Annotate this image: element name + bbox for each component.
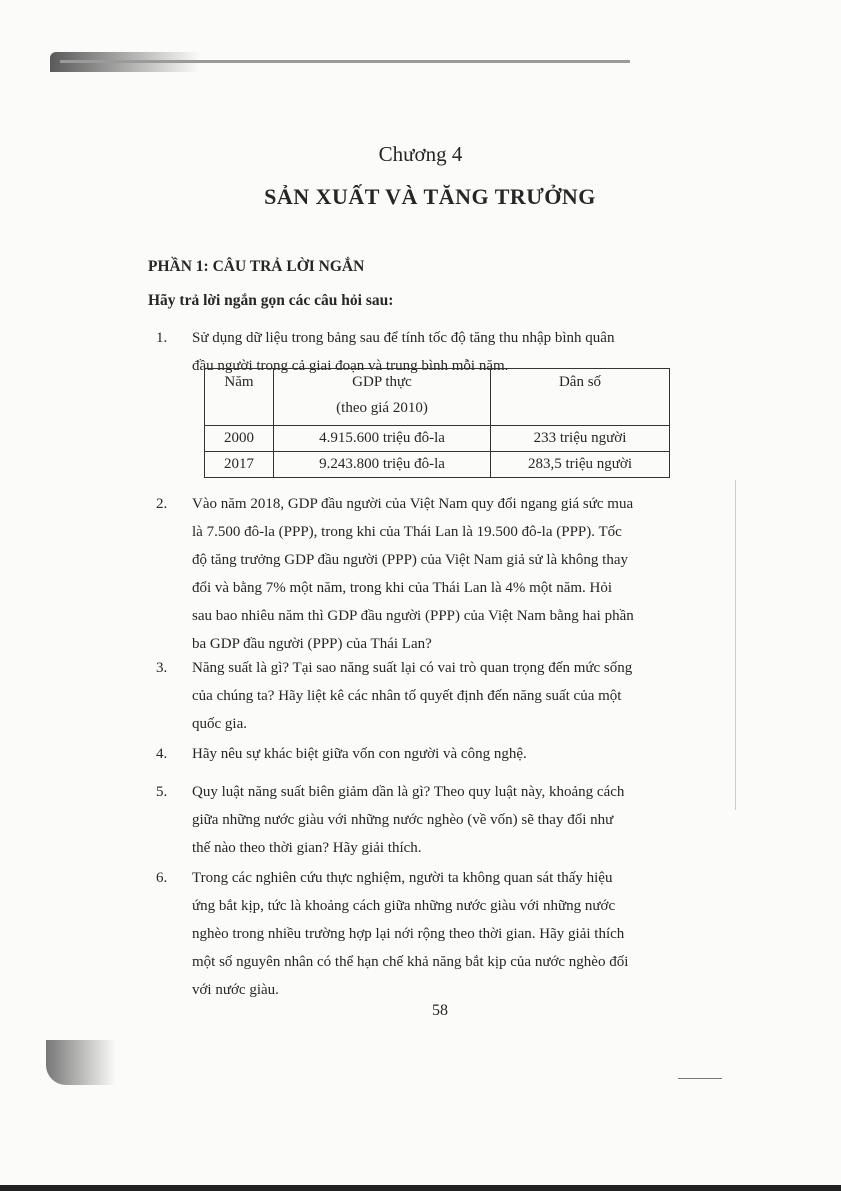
question-text — [192, 864, 712, 1004]
question-line: một số nguyên nhân có thể hạn chế khả năng bắt kịp của nước nghèo đối — [192, 954, 629, 970]
question-line: Năng suất là gì? Tại sao năng suất lại có vai trò quan trọng đến mức sống — [192, 660, 633, 676]
question-text — [192, 490, 712, 658]
question-line: quốc gia. — [192, 716, 247, 732]
question-line: Quy luật năng suất biên giảm dần là gì? Theo quy luật này, khoảng cách — [192, 784, 625, 800]
cell-year: 2000 — [205, 426, 274, 452]
question-number: 1. — [156, 330, 168, 346]
question-line: là 7.500 đô-la (PPP), trong khi của Thái Lan là 19.500 đô-la (PPP). Tốc — [192, 524, 622, 540]
question-number: 6. — [156, 870, 168, 886]
question-line: của chúng ta? Hãy liệt kê các nhân tố quyết định đến năng suất của một — [192, 688, 622, 704]
question-number: 2. — [156, 496, 168, 512]
scan-right-margin-line — [735, 480, 736, 810]
header-gdp: GDP thực (theo giá 2010) — [274, 369, 491, 426]
table-header-row — [205, 369, 670, 426]
header-population: Dân số — [491, 369, 670, 426]
question-line: ứng bắt kịp, tức là khoảng cách giữa những nước giàu với những nước — [192, 898, 616, 914]
cell-gdp: 9.243.800 triệu đô-la — [274, 452, 491, 478]
question-line: với nước giàu. — [192, 982, 279, 998]
instruction-text: Hãy trả lời ngắn gọn các câu hỏi sau: — [148, 292, 394, 309]
cell-gdp: 4.915.600 triệu đô-la — [274, 426, 491, 452]
question-line: nghèo trong nhiều trường hợp lại nới rộng theo thời gian. Hãy giải thích — [192, 926, 625, 942]
question-line: Trong các nghiên cứu thực nghiệm, người ta không quan sát thấy hiệu — [192, 870, 613, 886]
question-line: độ tăng trưởng GDP đầu người (PPP) của Việt Nam giả sử là không thay — [192, 552, 628, 568]
table-row — [205, 426, 670, 452]
question-line: Hãy nêu sự khác biệt giữa vốn con người và công nghệ. — [192, 746, 527, 762]
question-number: 4. — [156, 746, 168, 762]
header-year: Năm — [205, 369, 274, 426]
question-line: Sử dụng dữ liệu trong bảng sau để tính tốc độ tăng thu nhập bình quân — [192, 330, 615, 346]
question-line: ba GDP đầu người (PPP) của Thái Lan? — [192, 636, 432, 652]
question-text — [192, 654, 712, 738]
question-line: sau bao nhiêu năm thì GDP đầu người (PPP) của Việt Nam bằng hai phần — [192, 608, 634, 624]
page-number: 58 — [432, 1002, 448, 1019]
scan-bottom-band — [0, 1185, 841, 1191]
chapter-number: Chương 4 — [378, 142, 463, 166]
part-title: PHẦN 1: CÂU TRẢ LỜI NGẮN — [148, 258, 365, 275]
question-line: giữa những nước giàu với những nước nghèo (về vốn) sẽ thay đổi như — [192, 812, 614, 828]
chapter-title: SẢN XUẤT VÀ TĂNG TRƯỞNG — [264, 184, 596, 209]
table-row — [205, 452, 670, 478]
question-text — [192, 778, 712, 862]
cell-population: 233 triệu người — [491, 426, 670, 452]
scan-top-rule — [60, 60, 630, 63]
question-line: Vào năm 2018, GDP đầu người của Việt Nam quy đổi ngang giá sức mua — [192, 496, 634, 512]
question-number: 3. — [156, 660, 168, 676]
question-line: đầu người trong cả giai đoạn và trung bình mỗi năm. — [192, 358, 509, 374]
question-line: thế nào theo thời gian? Hãy giải thích. — [192, 840, 422, 856]
scan-shadow-bottom-left — [46, 1040, 116, 1085]
question-number: 5. — [156, 784, 168, 800]
question-line: đổi và bằng 7% một năm, trong khi của Thái Lan là 4% một năm. Hỏi — [192, 580, 613, 596]
scan-bottom-rule — [678, 1078, 722, 1079]
cell-population: 283,5 triệu người — [491, 452, 670, 478]
cell-year: 2017 — [205, 452, 274, 478]
question-text — [192, 740, 712, 768]
gdp-table — [204, 368, 670, 478]
